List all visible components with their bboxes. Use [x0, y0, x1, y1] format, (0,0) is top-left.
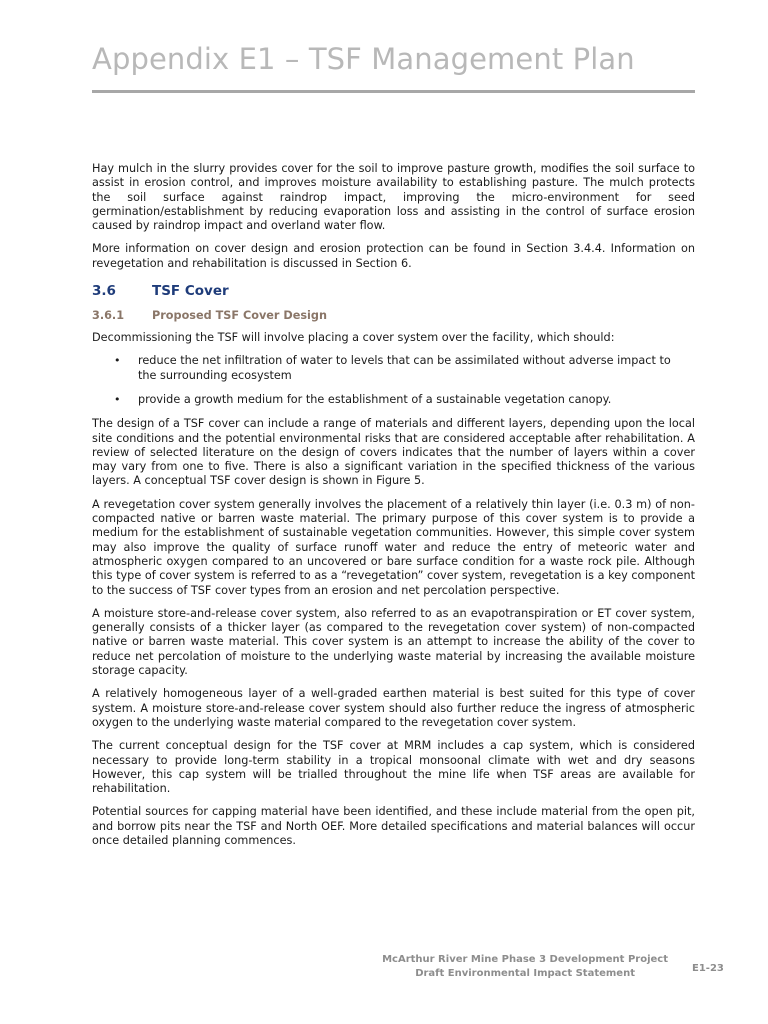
paragraph-conceptual-design: The current conceptual design for the TSF cover at MRM includes a cap system, which is considered necessary to provide long-term stability in a tropical monsoonal climate with wet and dry seasons However, this cap system will be trialled throughout the mine life when TSF areas are available for rehabilitation. [92, 739, 695, 796]
requirements-list [92, 354, 695, 407]
paragraph-homogeneous-layer: A relatively homogeneous layer of a well-graded earthen material is best suited for this type of cover system. A moisture store-and-release cover system should also further reduce the ingress of atmospheric oxygen to the underlying waste material compared to the revegetation cover system. [92, 687, 695, 729]
list-item [92, 393, 695, 407]
paragraph-hay-mulch: Hay mulch in the slurry provides cover for the soil to improve pasture growth, modifies the soil surface to assist in erosion control, and improves moisture availability to establishing pasture. The mulch protects the soil surface against raindrop impact, improving the micro-environment for seed germination/establishment by reducing evaporation loss and assisting in the control of surface erosion caused by raindrop impact and overland water flow. [92, 162, 695, 233]
section-number: 3.6 [92, 283, 116, 300]
paragraph-more-information: More information on cover design and erosion protection can be found in Section 3.4.4. Information on revegetation and rehabilitation is discussed in Section 6. [92, 242, 695, 270]
section-heading [92, 283, 695, 299]
paragraph-revegetation-cover: A revegetation cover system generally involves the placement of a relatively thin layer (i.e. 0.3 m) of non-compacted native or barren waste material. The primary purpose of this cover system is to provide a medium for the establishment of sustainable vegetation communities. However, this simple cover system may also improve the quality of surface runoff water and reduce the entry of meteoric water and atmospheric oxygen compared to an uncovered or bare surface condition for a waste rock pile. Although this type of cover system is referred to as a “revegetation” cover system, revegetation is a key component to the success of TSF cover types from an erosion and net percolation perspective. [92, 497, 695, 597]
subsection-title: Proposed TSF Cover Design [152, 309, 327, 323]
page-footer [330, 953, 668, 981]
list-item [92, 354, 695, 383]
page-number: E1-23 [692, 963, 724, 974]
document-body [92, 162, 695, 857]
title-divider [92, 90, 695, 93]
bullet-icon: • [114, 354, 121, 368]
paragraph-decommissioning: Decommissioning the TSF will involve placing a cover system over the facility, which should: [92, 331, 615, 345]
footer-document-name: Draft Environmental Impact Statement [415, 968, 635, 979]
footer-project-name: McArthur River Mine Phase 3 Development Project [382, 954, 668, 965]
subsection-heading [92, 309, 695, 322]
paragraph-capping-material: Potential sources for capping material have been identified, and these include material from the open pit, and borrow pits near the TSF and North OEF. More detailed specifications and material balances will occur once detailed planning commences. [92, 805, 695, 847]
list-item-text: provide a growth medium for the establishment of a sustainable vegetation canopy. [138, 392, 612, 406]
paragraph-cover-design: The design of a TSF cover can include a range of materials and different layers, depending upon the local site conditions and the potential environmental risks that are considered acceptable after rehabilitation. A review of selected literature on the design of covers indicates that the number of layers within a cover may vary from one to five. There is also a significant variation in the specified thickness of the various layers. A conceptual TSF cover design is shown in Figure 5. [92, 417, 695, 488]
subsection-number: 3.6.1 [92, 309, 125, 323]
list-item-text: reduce the net infiltration of water to levels that can be assimilated without adverse impact to the surrounding ecosystem [138, 354, 671, 382]
page-title: Appendix E1 – TSF Management Plan [92, 42, 635, 76]
section-title: TSF Cover [152, 283, 229, 300]
bullet-icon: • [114, 392, 121, 406]
paragraph-moisture-store-release: A moisture store-and-release cover system, also referred to as an evapotranspiration or ET cover system, generally consists of a thicker layer (as compared to the revegetation cover system) of non-compacted native or barren waste material. This cover system is an attempt to increase the ability of the cover to reduce net percolation of moisture to the underlying waste material by increasing the available moisture storage capacity. [92, 606, 695, 678]
